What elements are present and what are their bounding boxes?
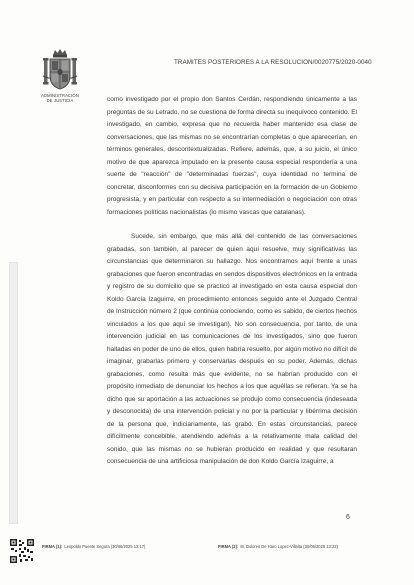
paragraph: Sucede, sin embargo, que más allá del contenido de las conversaciones grabadas, son también, al parecer de quien aquí resuelve, muy significativas las circunstancias que determinaron su hallazgo. Nos encontramos aquí frente a unas grabaciones que fueron encontradas en sendos dispositivos electrónicos en la entrada y registro de su domicilio que se practicó al investigado en esta causa especial don Koldo García Izaguirre, en procedimiento entonces seguido ante el Juzgado Central de Instrucción número 2 (que continúa conociendo, como es sabido, de ciertos hechos vinculados a los que aquí se investigan). No son consecuencia, por tanto, de una intervención judicial en las comunicaciones de los investigados, sino que fueron halladas en poder de uno de ellos, quien habría resuelto, por algún motivo no difícil de imaginar, grabarlas primero y conservarlas después en su poder. Además, dichas grabaciones, como resulta más que evidente, no se habrían producido con el propósito inmediato de denunciar los hechos a los que aquéllas se refieran. Ya se ha dicho que su aportación a las actuaciones se produjo como consecuencia (indeseada y desconocida) de una intervención policial y no por la particular y libérrima decisión de la persona que, indiciariamente, las grabó. En estas circunstancias, parece difícilmente concebible, atendiendo además a la relativamente mala calidad del sonido, que las mismas no se hubieran producido en realidad y que resultaran consecuencia de una artificiosa manipulación de don Koldo García Izaguirre, a (107, 233, 357, 465)
side-validation-stamp (9, 262, 18, 524)
case-reference: TRAMITES POSTERIORES A LA RESOLUCION/0020775/2020-0040 (174, 59, 372, 66)
signature-2 (218, 544, 338, 549)
signature-1-value: Leopoldo Puente Segura (30/06/2025 13:17) (64, 544, 146, 549)
paragraph: como investigado por el propio don Santos Cerdán, respondiendo únicamente a las preguntas de su Letrado, no se cuestiona de forma directa su inequívoco contenido. El investigado, en cambio, expresa que no recuerda haber mantenido esa clase de conversaciones, que las mismas no se encontrarían completas o que aparecerían, en términos generales, descontextualizadas. Refiere, además, que, a su juicio, el único motivo de que aparezca imputado en la presente causa especial respondería a una suerte de "reacción" de "determinadas fuerzas", cuya identidad no termina de concretar, disconformes con su decisiva participación en la formación de un Gobierno progresista, y en particular con respecto a su intermediación o negociación con otras formaciones políticas nacionalistas (lo mismo vascas que catalanas). (107, 96, 357, 216)
signature-1-label: FIRMA (1): (42, 544, 63, 549)
coat-of-arms-icon (42, 48, 78, 92)
qr-code-icon (10, 539, 34, 563)
signature-1 (42, 544, 145, 549)
page-number: 6 (346, 514, 350, 521)
institution-label: ADMINISTRACIÓN DE JUSTICIA (41, 93, 79, 103)
signature-2-label: FIRMA (2): (218, 544, 239, 549)
signature-2-value: M. Dolores De Haro Lopez-Villalta (30/06/2025 13:23) (240, 544, 338, 549)
document-body (107, 94, 357, 469)
